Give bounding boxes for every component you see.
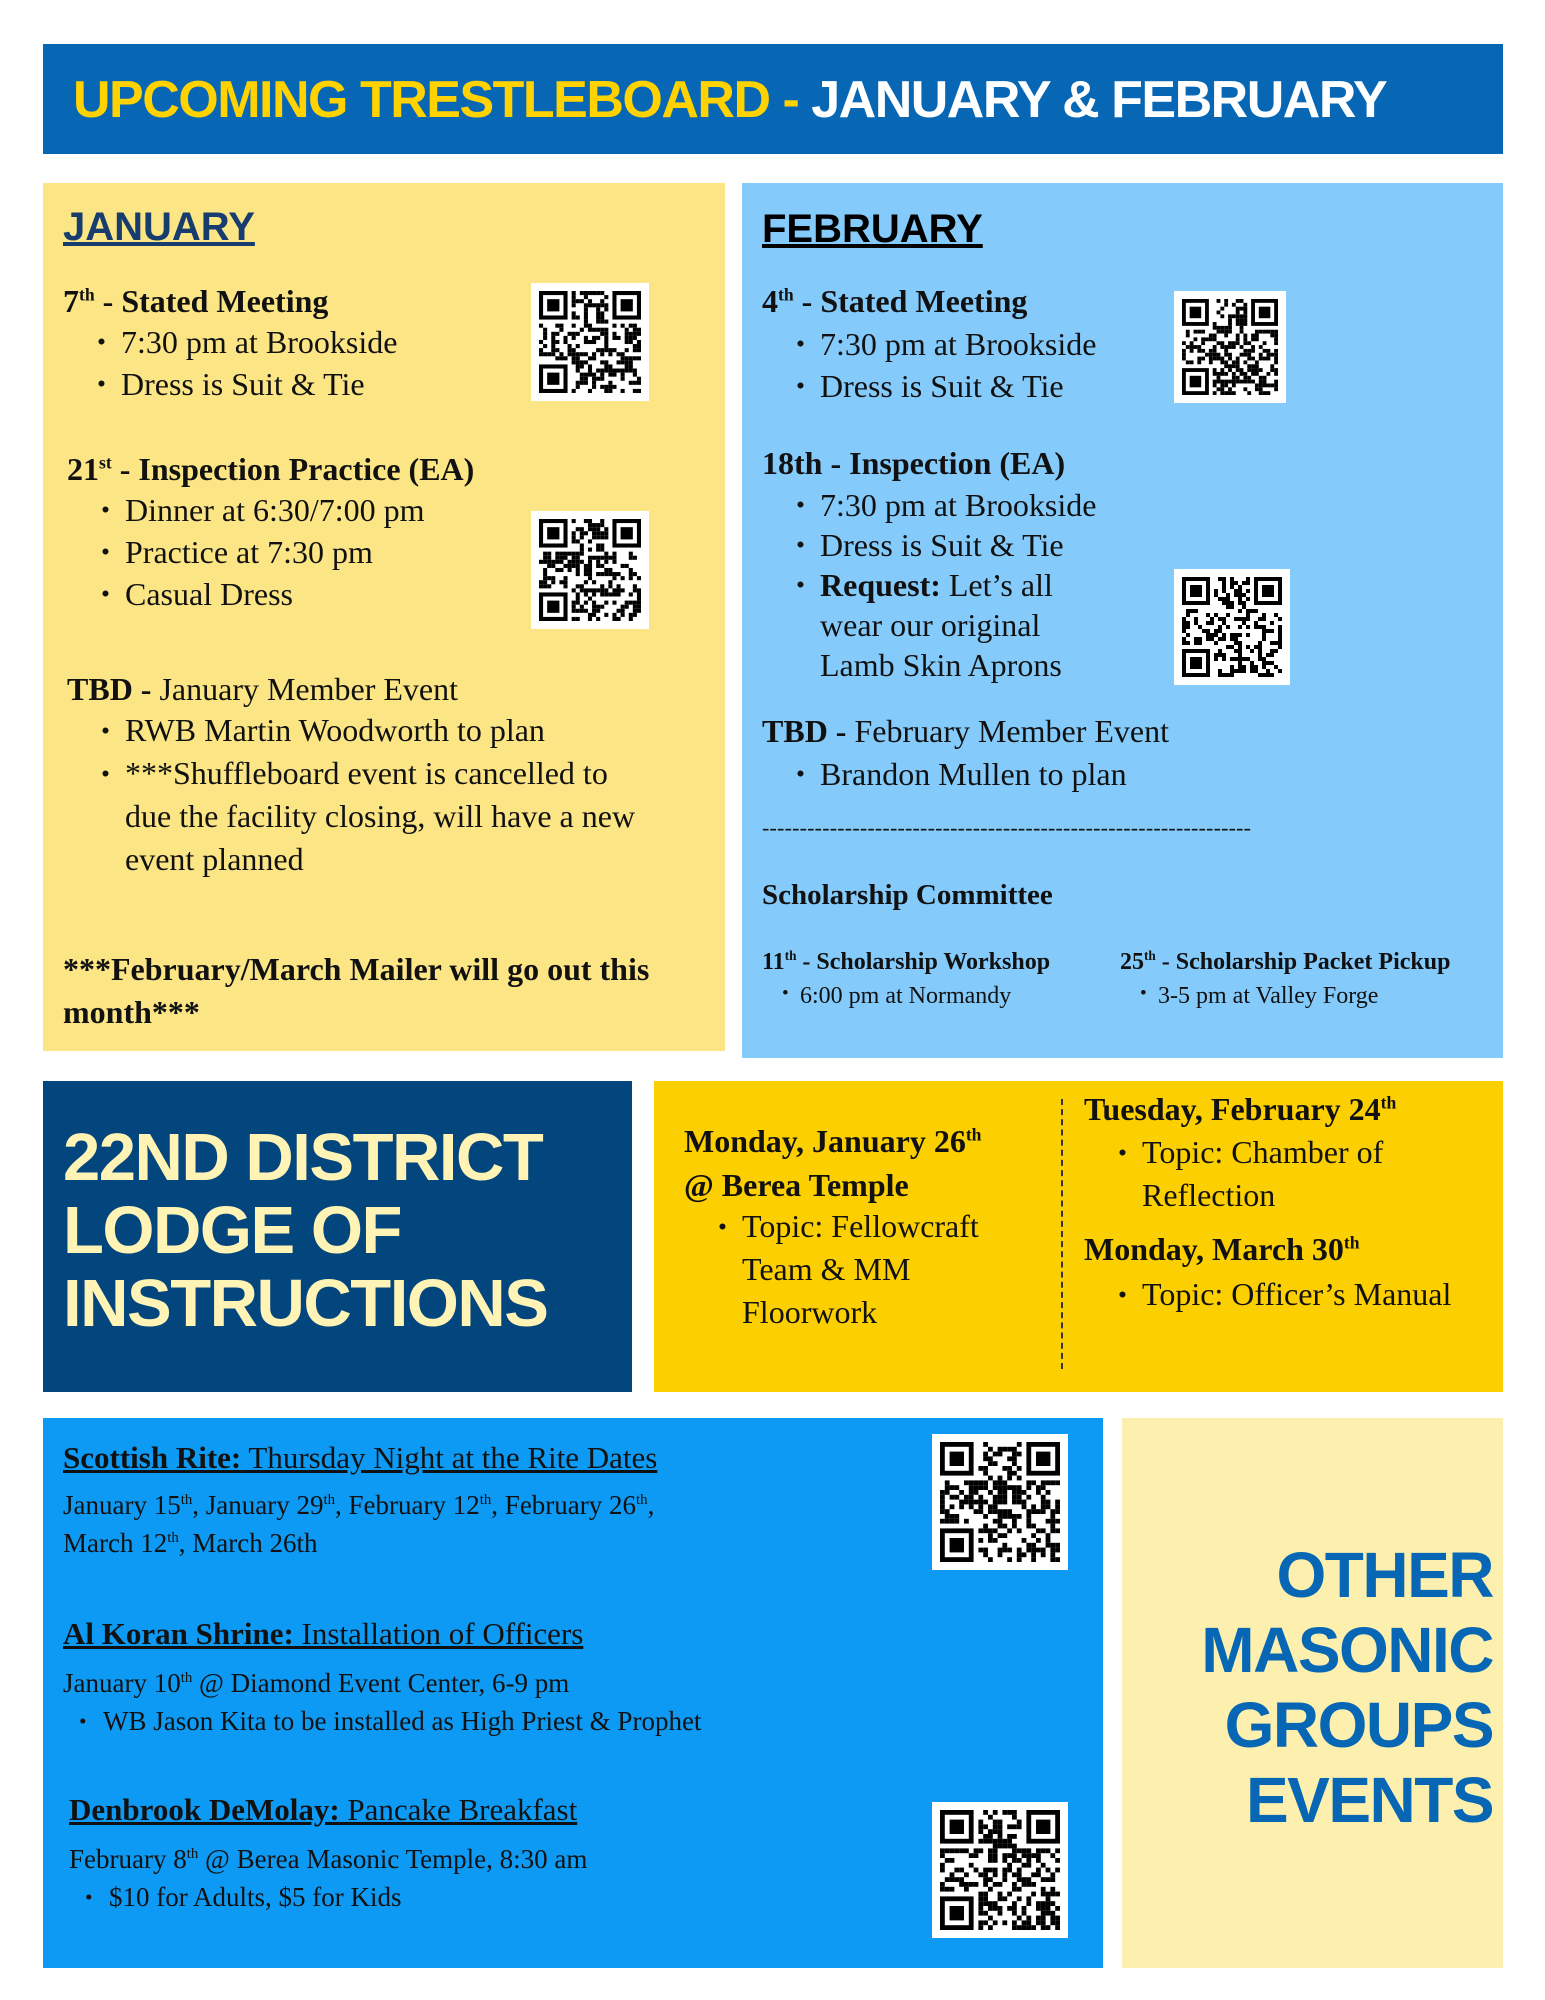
list-item: • Dinner at 6:30/7:00 pm [95,489,515,531]
qr-code-icon[interactable] [531,283,649,401]
district-title: 22ND DISTRICT LODGE OF INSTRUCTIONS [63,1120,548,1341]
feb-event-2-list [790,485,1120,685]
list-item: • Practice at 7:30 pm [95,531,515,573]
shrine-date: January 10th @ Diamond Event Center, 6-9 pm [63,1668,570,1698]
list-item: • Dress is Suit & Tie [790,525,1120,565]
scholarship-heading: Scholarship Committee [762,879,1053,911]
demolay-date: February 8th @ Berea Masonic Temple, 8:30 am [69,1844,588,1874]
qr-code-icon[interactable] [1174,291,1286,403]
scottish-rite-title[interactable]: Scottish Rite: Thursday Night at the Rite Dates [63,1440,658,1475]
other-groups-panel [1122,1418,1503,1968]
list-item: • Brandon Mullen to plan [790,753,1290,795]
district-date-2: Tuesday, February 24th [1084,1091,1397,1127]
scholarship-pickup-title: 25th - Scholarship Packet Pickup [1120,948,1451,975]
qr-code-icon[interactable] [932,1802,1068,1938]
february-heading: FEBRUARY [762,207,983,251]
mailer-note: ***February/March Mailer will go out this month*** [63,951,650,1030]
district-dates-panel [654,1081,1503,1392]
district-panel [43,1081,632,1392]
district-date-2-list [1112,1131,1472,1217]
list-item: • Topic: Officer’s Manual [1112,1273,1452,1316]
jan-event-3-title: TBD - January Member Event [67,671,459,707]
shrine-list [73,1702,701,1740]
header-banner [43,44,1503,154]
jan-event-2-title: 21st - Inspection Practice (EA) [67,451,475,487]
qr-code-icon[interactable] [531,511,649,629]
list-item: • Dress is Suit & Tie [91,363,511,405]
jan-event-1-list [91,321,511,405]
list-item: • 7:30 pm at Brookside [91,321,511,363]
list-item: • Topic: Chamber of Reflection [1112,1131,1472,1217]
list-item: • 3-5 pm at Valley Forge [1134,983,1378,1010]
feb-event-3-list [790,753,1290,795]
title-part-1: UPCOMING TRESTLEBOARD - [73,71,799,129]
february-panel [742,183,1503,1058]
jan-event-2-list [95,489,515,615]
scholarship-workshop-title: 11th - Scholarship Workshop [762,948,1051,975]
jan-event-3-list [95,709,655,881]
feb-event-1-list [790,323,1210,407]
demolay-list [79,1878,402,1916]
list-item: • Topic: Fellowcraft Team & MM Floorwork [712,1205,1042,1334]
feb-event-1-title: 4th - Stated Meeting [762,283,1028,319]
january-panel [43,183,725,1051]
other-groups-title: OTHER MASONIC GROUPS EVENTS [1201,1539,1493,1836]
district-date-3: Monday, March 30th [1084,1231,1360,1267]
list-item: • Casual Dress [95,573,515,615]
demolay-title[interactable]: Denbrook DeMolay: Pancake Breakfast [69,1792,578,1827]
scholarship-pickup-list [1134,983,1378,1010]
list-item: • 7:30 pm at Brookside [790,323,1210,365]
scholarship-workshop-list [776,983,1011,1010]
list-item: • $10 for Adults, $5 for Kids [79,1878,402,1916]
list-item: • RWB Martin Woodworth to plan [95,709,655,752]
january-heading: JANUARY [63,205,255,249]
qr-code-icon[interactable] [932,1434,1068,1570]
feb-event-2-title: 18th - Inspection (EA) [762,445,1066,481]
list-item: • 6:00 pm at Normandy [776,983,1011,1010]
divider-dashes: ----------------------------------------------------------------- [762,815,1252,840]
list-item: • WB Jason Kita to be installed as High Priest & Prophet [73,1702,701,1740]
list-item-request: • Request: Let’s all wear our original Lamb Skin Aprons [790,565,1120,685]
dashed-divider [1061,1099,1063,1369]
jan-event-1-title: 7th - Stated Meeting [63,283,329,319]
feb-event-3-title: TBD - February Member Event [762,713,1170,749]
scottish-rite-dates: January 15th, January 29th, February 12th, February 26th, March 12th, March 26th [63,1490,655,1558]
district-date-1: Monday, January 26th @ Berea Temple [684,1123,982,1203]
list-item: • ***Shuffleboard event is cancelled to due the facility closing, will have a new event planned [95,752,655,881]
groups-panel [43,1418,1103,1968]
district-date-1-list [712,1205,1042,1334]
page-title [73,70,1386,130]
title-part-2: JANUARY & FEBRUARY [811,71,1387,129]
list-item: • 7:30 pm at Brookside [790,485,1120,525]
shrine-title[interactable]: Al Koran Shrine: Installation of Officers [63,1616,584,1651]
list-item: • Dress is Suit & Tie [790,365,1210,407]
district-date-3-list [1112,1273,1452,1316]
qr-code-icon[interactable] [1174,569,1290,685]
